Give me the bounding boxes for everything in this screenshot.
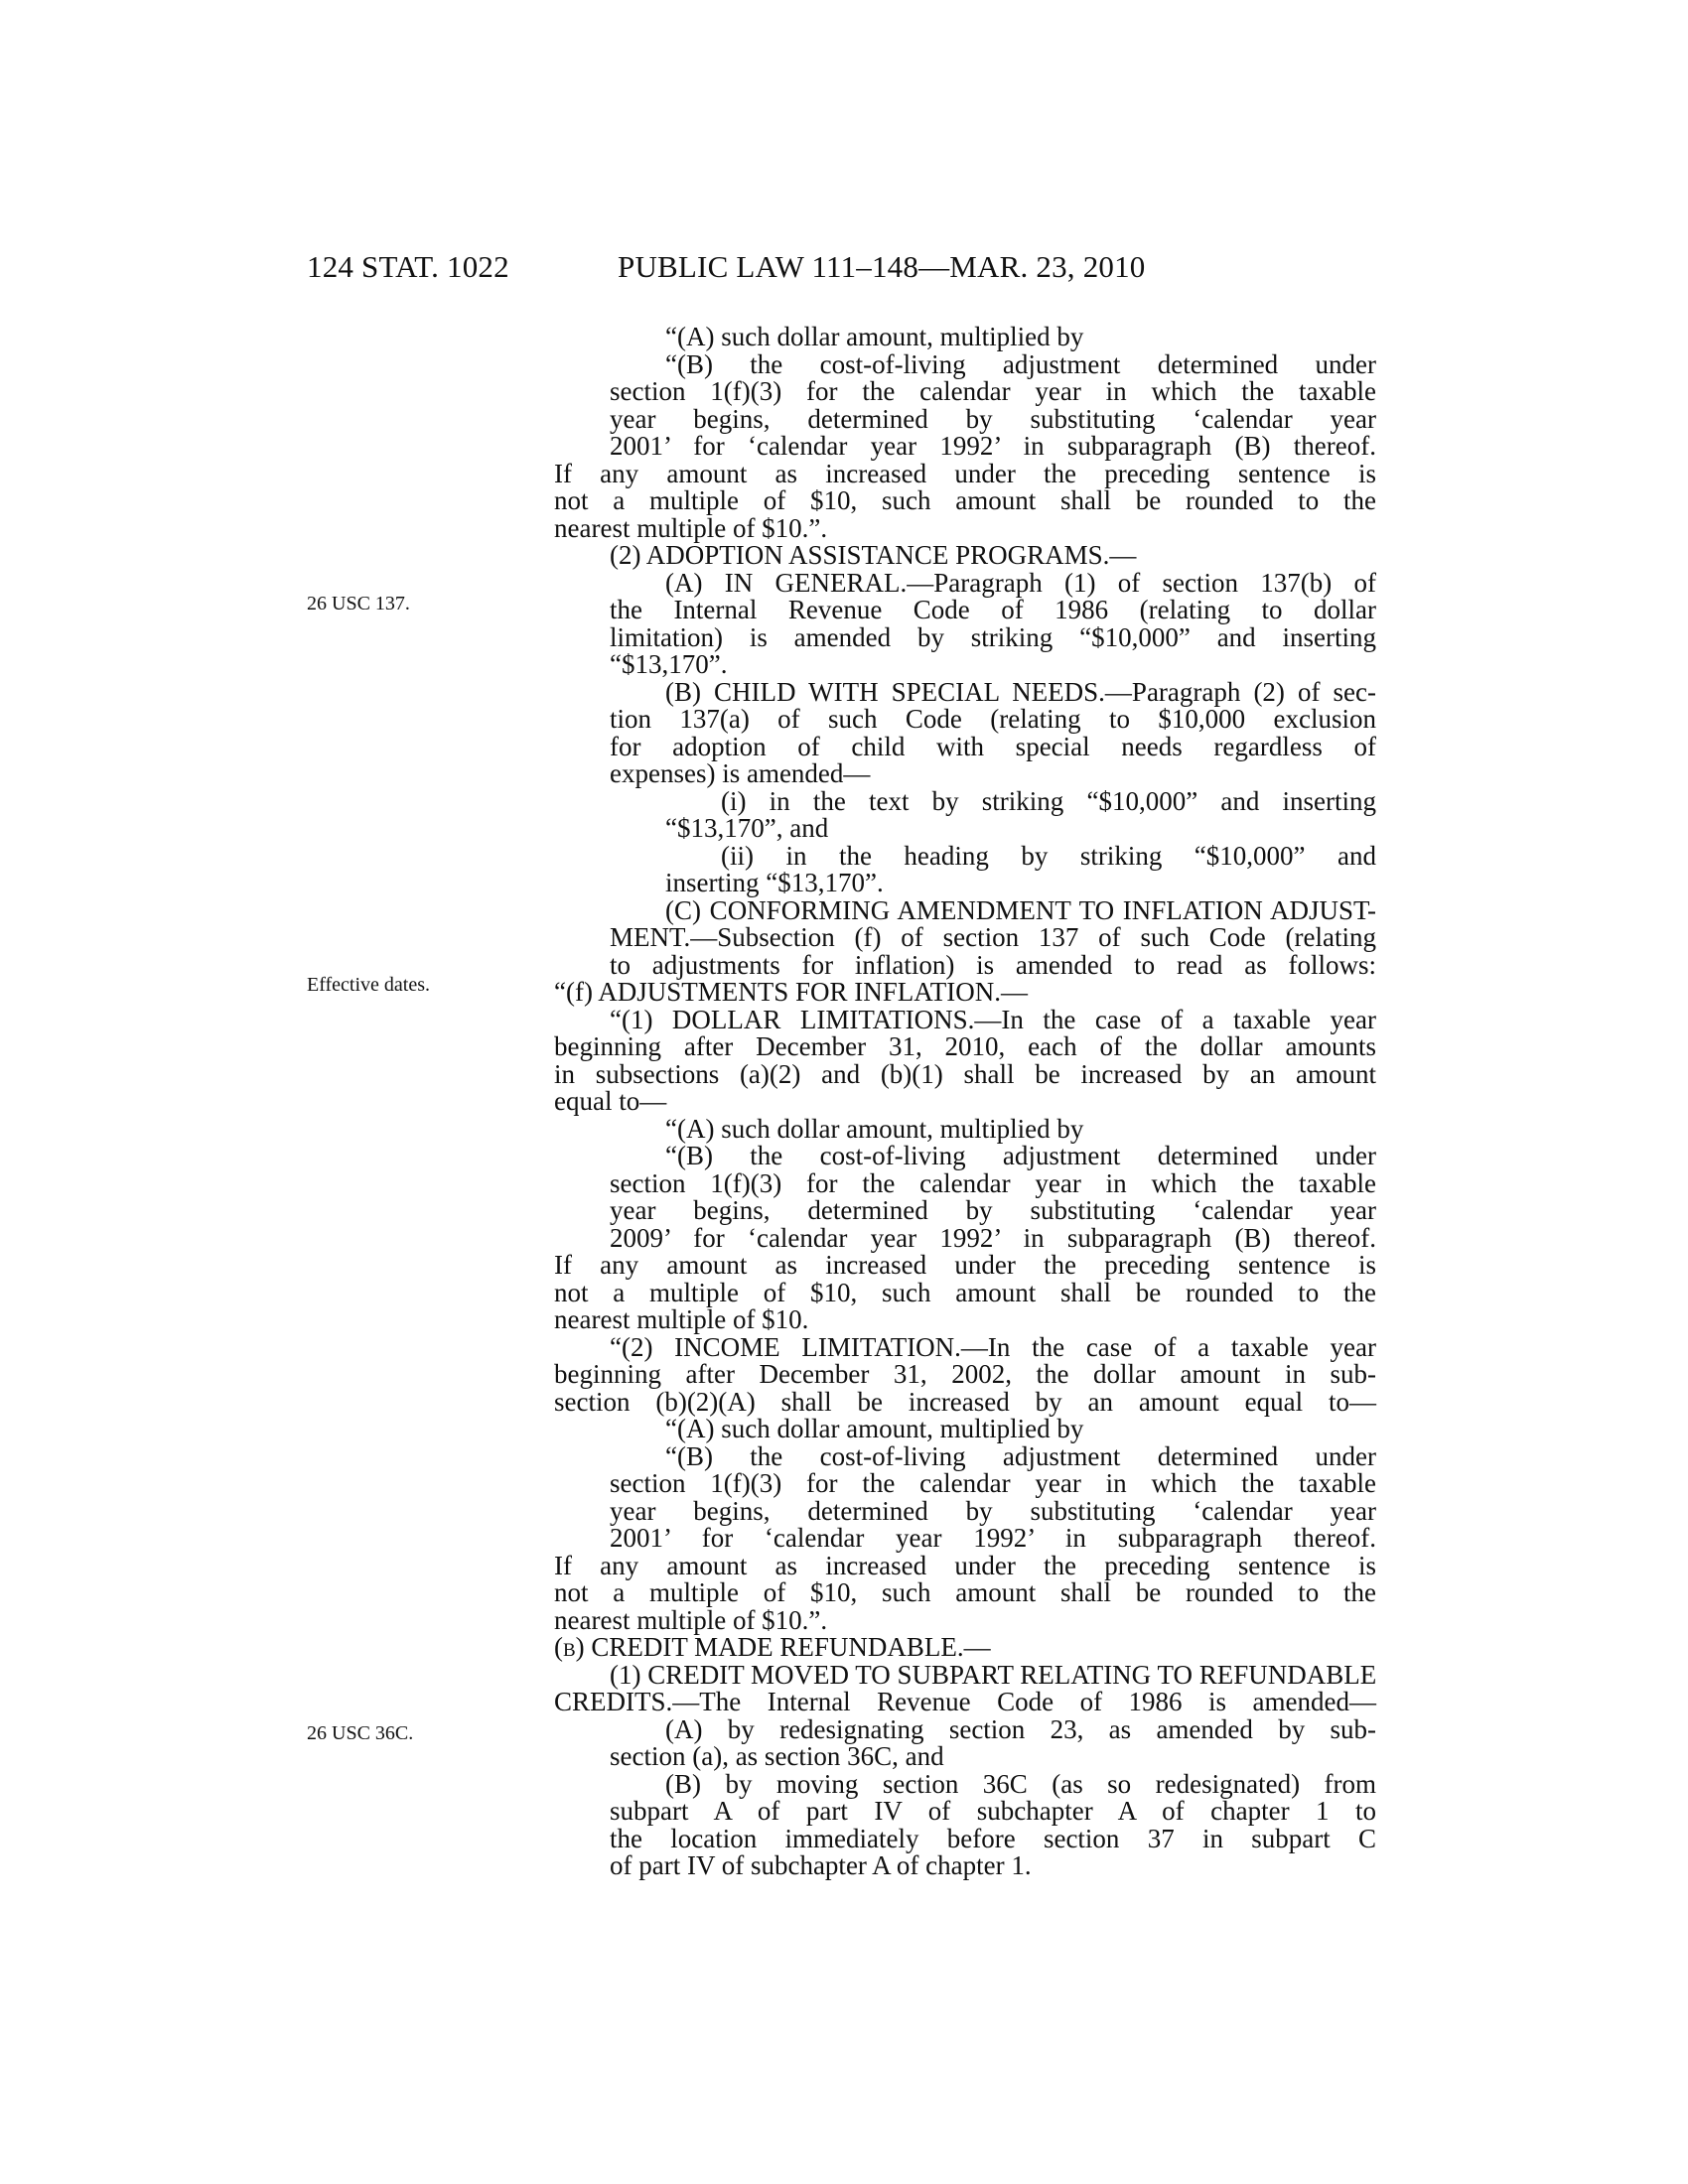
text-line: “(B) the cost-of-living adjustment determined under — [665, 1440, 1376, 1471]
text-line: (B) by moving section 36C (as so redesignated) from — [665, 1768, 1376, 1799]
text-line: equal to— — [554, 1086, 667, 1116]
text-line: “$13,170”. — [610, 649, 728, 679]
text-line: in subsections (a)(2) and (b)(1) shall be increased by an amount — [554, 1058, 1376, 1089]
margin-note-effective-dates: Effective dates. — [307, 974, 431, 996]
text-line: “(B) the cost-of-living adjustment determined under — [665, 1141, 1376, 1170]
text-line: limitation) is amended by striking “$10,000” and inserting — [610, 621, 1376, 652]
text-line: MENT.—Subsection (f) of section 137 of such Code (relating — [610, 922, 1376, 952]
text-line: (A) IN GENERAL.—Paragraph (1) of section 137(b) of — [665, 567, 1376, 598]
text-line: “(A) such dollar amount, multiplied by — [665, 1113, 1084, 1144]
text-line: “(B) the cost-of-living adjustment determined under — [665, 348, 1376, 379]
text-line: “(A) such dollar amount, multiplied by — [665, 1414, 1084, 1443]
text-line: of part IV of subchapter A of chapter 1. — [610, 1850, 1032, 1880]
text-line: “(2) INCOME LIMITATION.—In the case of a taxable year — [610, 1331, 1376, 1362]
text-line: 2009’ for ‘calendar year 1992’ in subparagraph (B) thereof. — [610, 1222, 1376, 1253]
text-line: beginning after December 31, 2010, each of the dollar amounts — [554, 1031, 1376, 1061]
text-line: the Internal Revenue Code of 1986 (relating to dollar — [610, 595, 1376, 624]
text-line: tion 137(a) of such Code (relating to $10,000 exclusion — [610, 704, 1376, 734]
margin-note-26-usc-36c: 26 USC 36C. — [307, 1722, 414, 1744]
text-line: for adoption of child with special needs regardless of — [610, 731, 1376, 761]
text-line: “(A) such dollar amount, multiplied by — [665, 322, 1084, 351]
text-line: If any amount as increased under the preceding sentence is — [554, 1550, 1376, 1580]
text-line: nearest multiple of $10.”. — [554, 512, 828, 543]
text-line: section (b)(2)(A) shall be increased by an amount equal to— — [554, 1386, 1376, 1417]
text-line: (B) CHILD WITH SPECIAL NEEDS.—Paragraph (2) of sec- — [665, 676, 1376, 707]
text-line: year begins, determined by substituting ‘calendar year — [610, 403, 1376, 434]
text-line: nearest multiple of $10.”. — [554, 1604, 828, 1635]
text-line: (A) by redesignating section 23, as amended by sub- — [665, 1713, 1376, 1744]
text-line: “$13,170”, and — [665, 813, 829, 843]
text-line: section 1(f)(3) for the calendar year in which the taxable — [610, 1167, 1376, 1198]
text-line: “(1) DOLLAR LIMITATIONS.—In the case of a taxable year — [610, 1004, 1376, 1034]
text-line: not a multiple of $10, such amount shall be rounded to the — [554, 1277, 1376, 1307]
text-line: year begins, determined by substituting ‘calendar year — [610, 1195, 1376, 1225]
text-line: (C) CONFORMING AMENDMENT TO INFLATION ADJUST- — [665, 894, 1376, 925]
text-line: (ii) in the heading by striking “$10,000” and — [721, 840, 1376, 871]
running-header: PUBLIC LAW 111–148—MAR. 23, 2010 — [618, 249, 1146, 284]
statute-page-number: 124 STAT. 1022 — [307, 249, 509, 284]
text-line: If any amount as increased under the preceding sentence is — [554, 458, 1376, 488]
text-line: to adjustments for inflation) is amended to read as follows: — [610, 949, 1376, 980]
text-line: the location immediately before section 37 in subpart C — [610, 1823, 1376, 1853]
text-line: not a multiple of $10, such amount shall be rounded to the — [554, 485, 1376, 515]
text-line: (2) ADOPTION ASSISTANCE PROGRAMS.— — [610, 540, 1137, 570]
text-line: 2001’ for ‘calendar year 1992’ in subparagraph thereof. — [610, 1523, 1376, 1553]
text-line: If any amount as increased under the preceding sentence is — [554, 1250, 1376, 1280]
text-line: “(f) ADJUSTMENTS FOR INFLATION.— — [554, 977, 1028, 1007]
text-line: CREDITS.—The Internal Revenue Code of 1986 is amended— — [554, 1687, 1376, 1716]
text-line: beginning after December 31, 2002, the dollar amount in sub- — [554, 1359, 1376, 1389]
text-line: year begins, determined by substituting ‘calendar year — [610, 1495, 1376, 1526]
text-line: (b) CREDIT MADE REFUNDABLE.— — [554, 1632, 991, 1662]
text-line: not a multiple of $10, such amount shall be rounded to the — [554, 1577, 1376, 1607]
margin-note-26-usc-137: 26 USC 137. — [307, 593, 410, 614]
text-line: inserting “$13,170”. — [665, 868, 884, 897]
text-line: nearest multiple of $10. — [554, 1304, 809, 1334]
text-line: section 1(f)(3) for the calendar year in which the taxable — [610, 376, 1376, 406]
text-line: expenses) is amended— — [610, 758, 871, 788]
text-line: section (a), as section 36C, and — [610, 1741, 944, 1771]
text-line: 2001’ for ‘calendar year 1992’ in subparagraph (B) thereof. — [610, 431, 1376, 461]
text-line: (1) CREDIT MOVED TO SUBPART RELATING TO REFUNDABLE — [610, 1659, 1377, 1690]
text-line: (i) in the text by striking “$10,000” and inserting — [721, 785, 1376, 816]
text-line: section 1(f)(3) for the calendar year in which the taxable — [610, 1468, 1376, 1498]
text-line: subpart A of part IV of subchapter A of chapter 1 to — [610, 1796, 1376, 1826]
